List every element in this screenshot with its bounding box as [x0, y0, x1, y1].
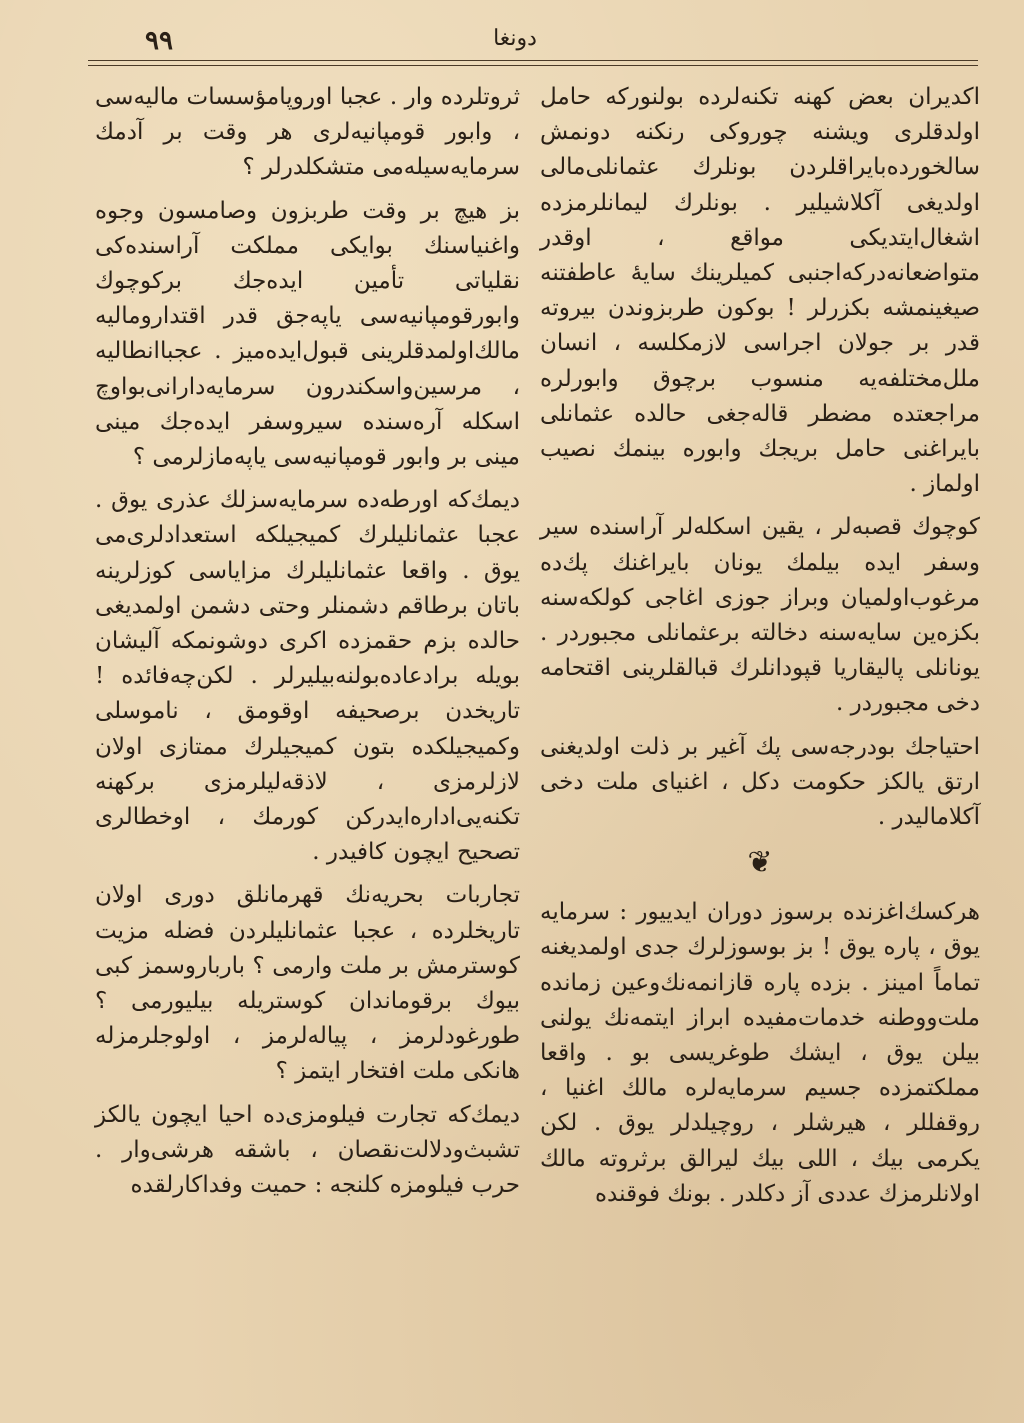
paragraph-text: تجاربات بحریه‌نك قهرمانلق دوری اولان تاریخلرده ، عجبا عثمانلیلردن فضله مزیت کوسترمش بر ملت وارمی ؟ باربار‌وسمز کبی بیوك برقوماندان کوستریله بیلیورمی ؟ طورغودلرمز ، پیاله‌لرمز ، اولوجلرمزله هانکی ملت افتخار ایتمز ؟: [95, 882, 520, 1085]
paragraph-text: ثروتلرده وار . عجبا اوروپامؤسسات مالیه‌سی ، وابور قومپانیه‌لری هر وقت بر آدمك سرمایه‌سیله‌می متشکلدرلر ؟: [95, 84, 520, 181]
paragraph-text: دیمك‌که تجارت فیلومزی‌ده احیا ایچون یالکز تشبث‌ودلالت‌نقصان ، باشقه هرشی‌وار . حرب فیلومزه کلنجه : حمیت وفداکارلقده: [95, 1101, 520, 1199]
paragraph: [540, 80, 980, 502]
paragraph: [95, 1098, 520, 1204]
paragraph-text: احتیاجك بودرجه‌سی پك آغیر بر ذلت اولدیغنی ارتق یالکز حکومت دکل ، اغنیای ملت دخی آکلامالیدر .: [540, 733, 980, 831]
paragraph: [95, 194, 520, 476]
paragraph: [95, 80, 520, 186]
fleuron-ornament-icon: ❦: [747, 845, 773, 881]
page-number: ٩٩: [145, 26, 173, 56]
paragraph: [540, 510, 980, 721]
paragraph-text: بز هیچ بر وقت طربزون وصامسون وجوه واغنیاسنك بوایکی مملکت آراسنده‌کی نقلیاتی تأمین ایده‌جك برکوچوك وابورقومپانیه‌سی یاپه‌جق قدر اقتدارومالیه مالك‌اولمدقلرینی قبول‌ایده‌میز . عجباانطالیه ، مرسین‌واسکندرون سرمایه‌دارانی‌بواوچ اسکله آره‌سنده سیروسفر ایده‌جك مینی مینی بر وابور قومپانیه‌سی یاپه‌مازلرمی ؟: [95, 197, 520, 471]
page-header: [0, 0, 1024, 62]
left-column: [95, 80, 520, 1211]
right-column: [540, 80, 980, 1220]
paragraph-text: اکدیران بعض کهنه تکنه‌لرده بولنورکه حامل اولدقلری ویشنه چوروکی رنکنه دونمش سالخورده‌بایراقلردن بونلرك عثمانلی‌مالی اولدیغی آکلاشیلیر . بونلرك لیمانلرمزده اشغال‌ایتدیکی مواقع ، اوقدر متواضعانه‌درکه‌اجنبی کمیلرینك سایهٔ عاطفتنه صیغینمشه بکزرلر ! بوکون طربزوندن بیروته قدر بر جولان اجراسی لازمکلسه ، انسان ملل‌مختلفه‌یه منسوب برچوق وابورلره مراجعتده مضطر قاله‌جغی حالده عثمانلی بایراغنی حامل بریجك وابوره بینمك نصیب اولماز .: [540, 84, 980, 498]
header-rule: [88, 60, 978, 66]
paragraph: [540, 730, 980, 836]
paragraph: [95, 878, 520, 1089]
paragraph: [95, 483, 520, 870]
paragraph-text: کوچوك قصبه‌لر ، یقین اسکله‌لر آراسنده سیر وسفر ایده بیلمك یونان بایراغنك پك‌ده مرغوب‌اولمیان وبراز جوزی اغاجی کولکه‌سنه بکزه‌ین سایه‌سنه دخالته برعثمانلی مجبوردر . یونانلی پالیقاریا قپودانلرك قبالقلرینی اقتحامه دخی مجبوردر .: [540, 514, 980, 717]
paragraph: [540, 895, 980, 1212]
paragraph-text: دیمك‌که اورطه‌ده سرمایه‌سزلك عذری یوق . عجبا عثمانلیلرك کمیجیلکه استعدادلری‌می یوق . واقعا عثمانلیلرك مزایاسی کوزلرینه باتان برطاقم دشمنلر وحتی دشمن اولمدیغی حالده بزم حقمزده اکری دوشونمکه آلیشان بویله برادعاده‌بولنه‌بیلیرلر . لکن‌چه‌فائده ! تاریخدن برصحیفه اوقومق ، ناموسلی وکمیجیلکده بتون کمیجیلرك ممتازی اولان لازلرمزی ، لاذقه‌لیلرمزی برکهنه تکنه‌یی‌اداره‌ایدرکن کورمك ، اوخطالری تصحیح ایچون کافیدر .: [95, 487, 520, 866]
paragraph-text: هرکسك‌اغزنده برسوز دوران ایدییور : سرمایه یوق ، پاره یوق ! بز بوسوزلرك جدی اولمدیغنه تماماً امینز . بزده پاره قازانمه‌نك‌وعین زمانده ملت‌ووطنه خدمات‌مفیده ابراز ایتمه‌نك یولنی بیلن یوق ، ایشك طوغریسی بو . واقعا مملکتمزده جسیم سرمایه‌لره مالك اغنیا ، روقفللر ، هیرشلر ، روچیلدلر یوق . لکن یکرمی بیك ، اللی بیك لیرالق برثروته مالك اولانلرمزك عددی آز دکلدر . بونك فوقنده: [540, 899, 980, 1207]
running-title: دونغا: [493, 26, 537, 51]
